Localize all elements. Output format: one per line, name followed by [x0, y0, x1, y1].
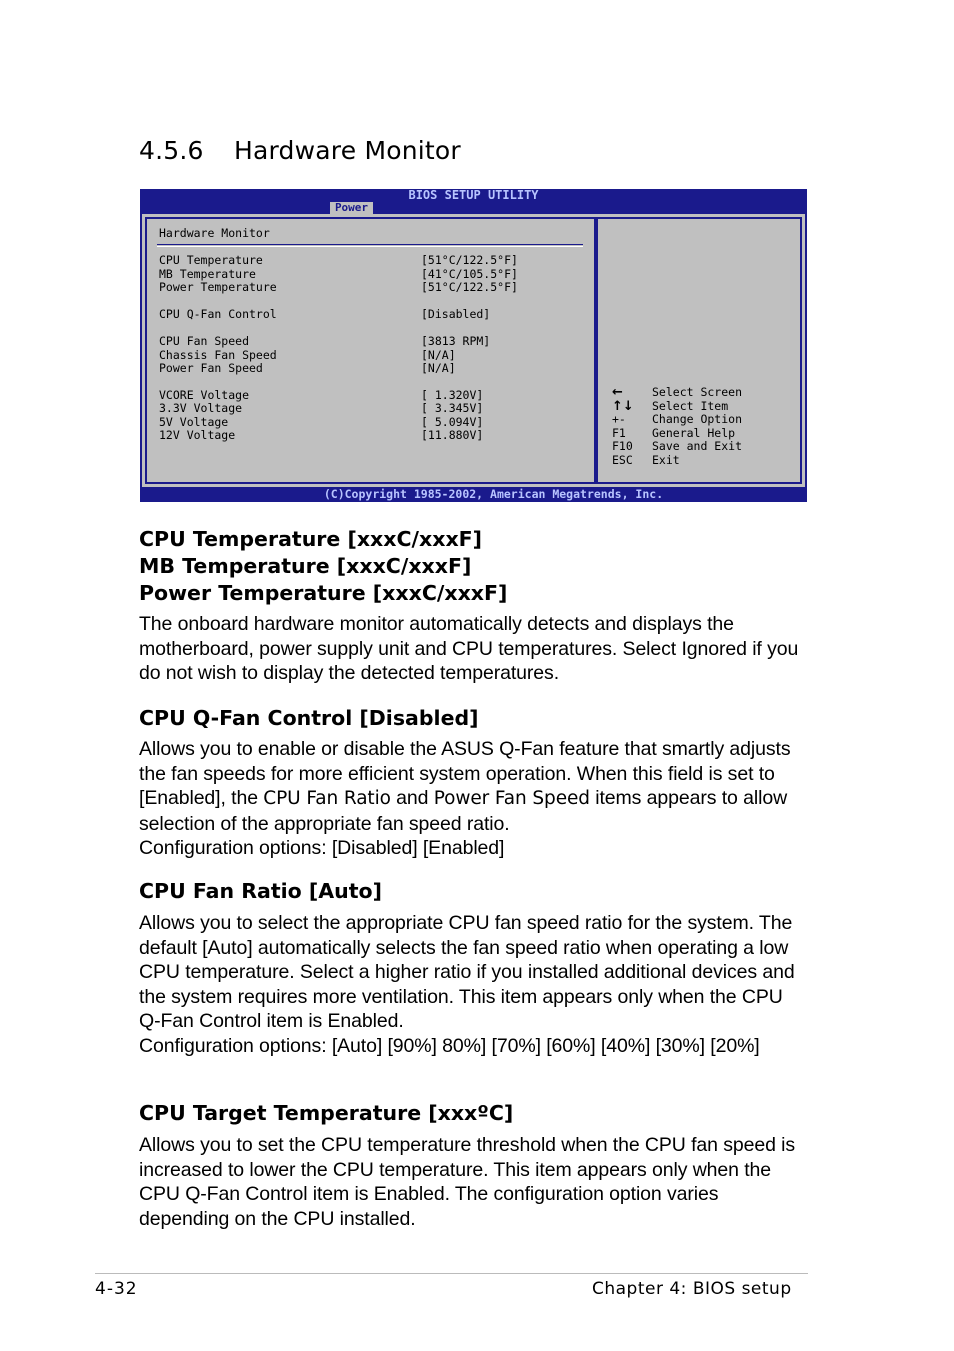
help-row-select-screen: [612, 386, 802, 400]
bios-panel-heading: Hardware Monitor: [159, 226, 270, 240]
help-key: +-: [612, 412, 626, 426]
bios-row-value: [ 1.320V]: [421, 388, 484, 402]
help-row-exit: [612, 454, 802, 468]
bios-row-label: 12V Voltage: [159, 428, 236, 442]
bios-row-value: [ 3.345V]: [421, 401, 484, 415]
bios-row-value: [3813 RPM]: [421, 334, 491, 348]
ratio-text: Allows you to select the appropriate CPU fan speed ratio for the system. The default [Auto] automatically selects the fan speed ratio when operating a low CPU temperature. Select a higher ratio if you installed additional devices and the system requires more ventilation. This item appears only when the CPU Q-Fan Control item is Enabled.: [139, 912, 795, 1032]
bios-screenshot: [140, 189, 807, 502]
bios-row-3v3-voltage[interactable]: [159, 402, 579, 416]
tab-power[interactable]: Power: [330, 202, 373, 214]
bios-row-label: 3.3V Voltage: [159, 401, 243, 415]
heading-cpu-target-temperature: CPU Target Temperature [xxxºC]: [139, 1101, 514, 1125]
help-key: ESC: [612, 453, 633, 467]
qfan-options: Configuration options: [Disabled] [Enabled]: [139, 837, 505, 859]
help-key: F1: [612, 426, 626, 440]
qfan-emphasis-power-fan-speed: Power Fan Speed: [433, 788, 590, 809]
heading-power-temperature: Power Temperature [xxxC/xxxF]: [139, 581, 508, 605]
footer-divider: [95, 1273, 808, 1274]
bios-row-value: [51°C/122.5°F]: [421, 280, 518, 294]
bios-copyright: (C)Copyright 1985-2002, American Megatrends, Inc.: [323, 487, 664, 501]
bios-row-label: VCORE Voltage: [159, 388, 250, 402]
bios-row-12v-voltage[interactable]: [159, 429, 579, 443]
paragraph-cpu-target-temperature: Allows you to set the CPU temperature threshold when the CPU fan speed is increased to lower the CPU temperature. This item appears only when the CPU Q-Fan Control item is Enabled. The configuration option varies depending on the CPU installed.: [139, 1134, 796, 1230]
bios-help-panel: [596, 217, 802, 484]
help-desc: Change Option: [652, 412, 743, 426]
qfan-text-1: Allows you to enable or disable the ASUS Q-Fan feature that smartly adjusts the fan speeds for more efficient system operation. When this field is set to [Enabled], the: [139, 738, 791, 809]
help-desc: Save and Exit: [652, 439, 743, 453]
bios-row-value: [41°C/105.5°F]: [421, 267, 518, 281]
bios-row-cpu-temperature[interactable]: [159, 254, 579, 268]
heading-qfan-control: CPU Q-Fan Control [Disabled]: [139, 706, 479, 730]
section-number: 4.5.6: [139, 136, 204, 165]
qfan-text-3: items appears to allow selection of the appropriate fan speed ratio.: [139, 787, 788, 835]
bios-row-power-temperature[interactable]: [159, 281, 579, 295]
bios-row-value: [51°C/122.5°F]: [421, 253, 518, 267]
help-row-change-option: [612, 413, 802, 427]
qfan-emphasis-cpu-fan-ratio: CPU Fan Ratio: [263, 788, 391, 809]
bios-row-value: [11.880V]: [421, 428, 484, 442]
up-down-arrow-icon: ↑↓: [612, 399, 634, 414]
bios-row-value: [ 5.094V]: [421, 415, 484, 429]
bios-row-power-fan-speed[interactable]: [159, 362, 579, 376]
bios-row-label: Chassis Fan Speed: [159, 348, 277, 362]
bios-row-cpu-qfan-control[interactable]: [159, 308, 579, 322]
bios-body: [142, 214, 805, 487]
section-heading: Hardware Monitor: [234, 136, 461, 165]
left-arrow-icon: ←: [612, 385, 623, 400]
paragraph-temperature: The onboard hardware monitor automatically detects and displays the motherboard, power supply unit and CPU temperatures. Select Ignored if you do not wish to display the detected temperatures.: [139, 613, 799, 684]
bios-row-label: CPU Q-Fan Control: [159, 307, 277, 321]
help-desc: Select Screen: [652, 385, 743, 399]
help-row-save-exit: [612, 440, 802, 454]
paragraph-cpu-fan-ratio: [139, 911, 809, 1058]
help-key: F10: [612, 439, 633, 453]
section-title: [139, 136, 461, 165]
help-desc: Exit: [652, 453, 680, 467]
ratio-options: Configuration options: [Auto] [90%] 80%] [70%] [60%] [40%] [30%] [20%]: [139, 1034, 760, 1057]
bios-row-value: [N/A]: [421, 361, 456, 375]
bios-row-label: 5V Voltage: [159, 415, 229, 429]
bios-row-label: MB Temperature: [159, 267, 256, 281]
paragraph-qfan: [139, 737, 809, 861]
bios-row-label: Power Fan Speed: [159, 361, 263, 375]
bios-settings-panel: [145, 217, 596, 484]
bios-divider: [157, 244, 583, 247]
bios-row-value: [Disabled]: [421, 307, 491, 321]
help-desc: General Help: [652, 426, 736, 440]
heading-cpu-temperature: CPU Temperature [xxxC/xxxF]: [139, 527, 483, 551]
bios-row-value: [N/A]: [421, 348, 456, 362]
bios-row-label: CPU Fan Speed: [159, 334, 250, 348]
page-number: 4-32: [95, 1279, 138, 1299]
bios-row-label: Power Temperature: [159, 280, 277, 294]
bios-row-label: CPU Temperature: [159, 253, 263, 267]
qfan-text-2: and: [390, 787, 434, 809]
chapter-label: Chapter 4: BIOS setup: [592, 1279, 792, 1299]
heading-cpu-fan-ratio: CPU Fan Ratio [Auto]: [139, 879, 382, 903]
bios-title: BIOS SETUP UTILITY: [408, 188, 539, 202]
help-desc: Select Item: [652, 399, 729, 413]
heading-mb-temperature: MB Temperature [xxxC/xxxF]: [139, 554, 472, 578]
bios-row-cpu-fan-speed[interactable]: [159, 335, 579, 349]
